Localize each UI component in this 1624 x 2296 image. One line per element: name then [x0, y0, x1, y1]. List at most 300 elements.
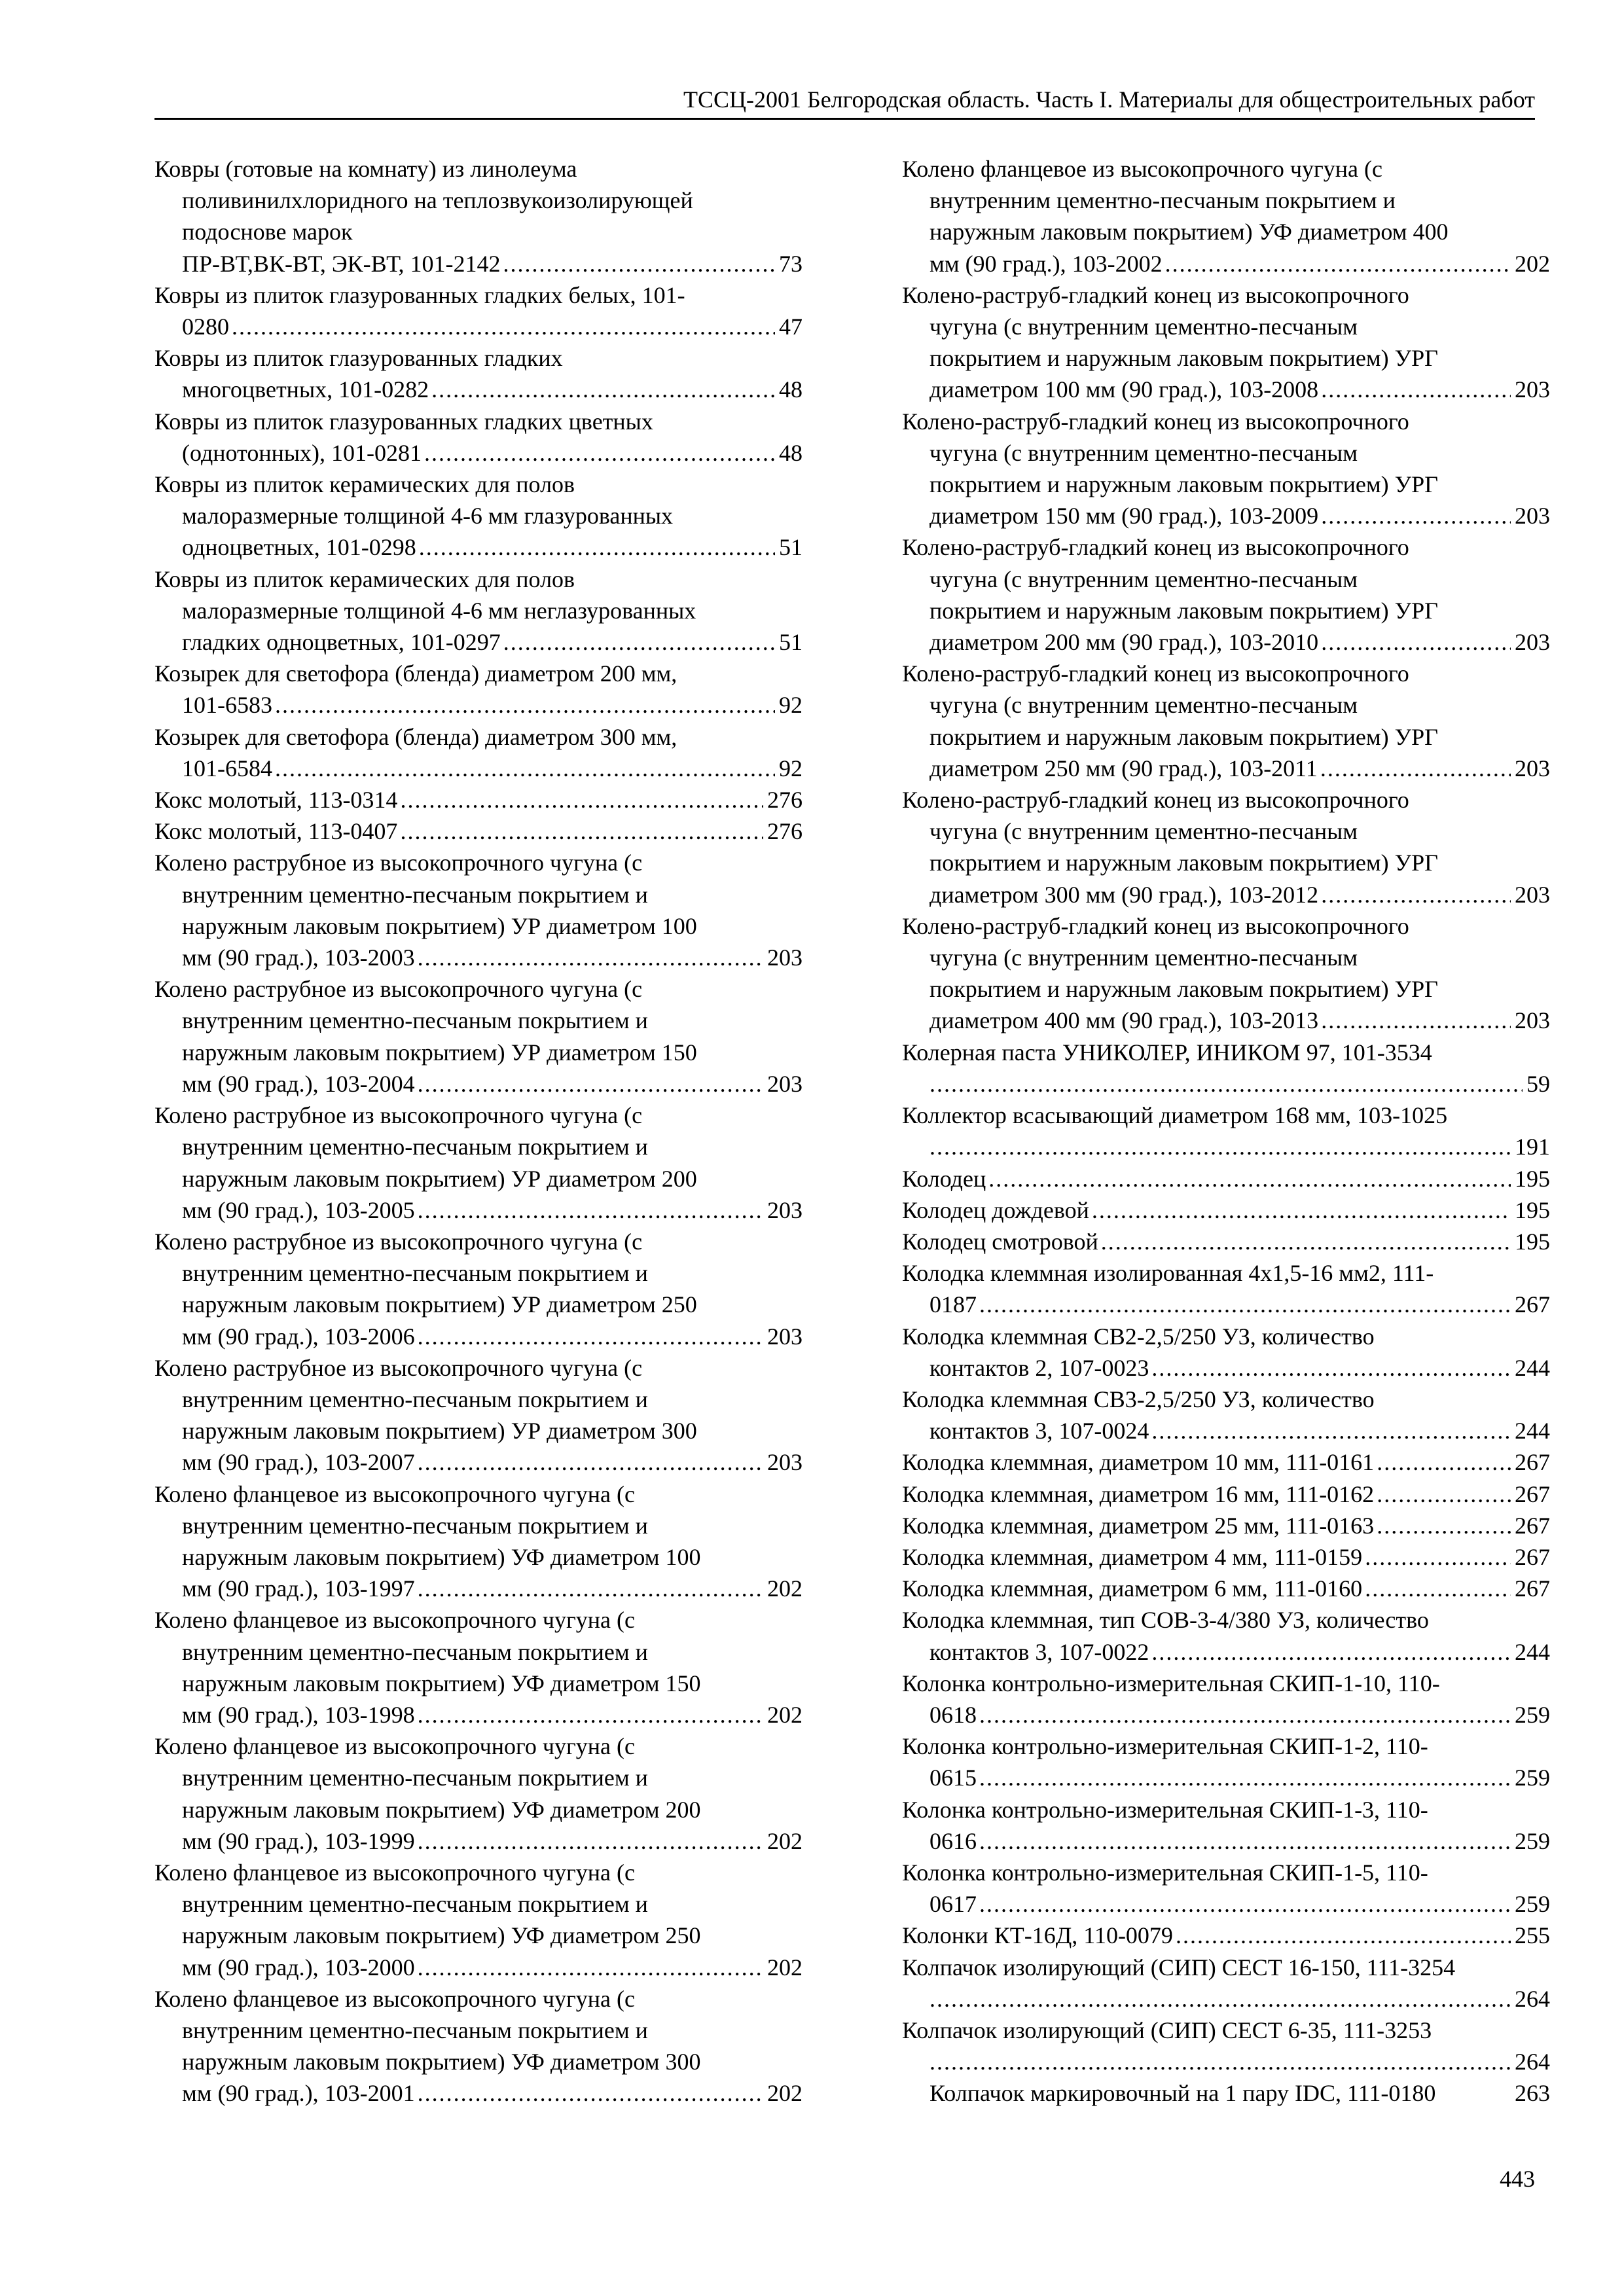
index-entry — [154, 1857, 803, 1983]
page-reference: 203 — [767, 1323, 803, 1350]
entry-last-line — [154, 248, 803, 279]
entry-text: мм (90 град.), 103-2003 — [182, 944, 415, 971]
entry-line: внутренним цементно-песчаным покрытием и — [182, 1765, 648, 1791]
entry-line: наружным лаковым покрытием) УР диаметром 200 — [182, 1165, 697, 1192]
entry-last-line — [154, 784, 803, 816]
dot-leader — [979, 1888, 1511, 1920]
dot-leader — [1321, 879, 1511, 910]
entry-line: чугуна (с внутренним цементно-песчаным — [929, 818, 1358, 845]
entry-text: гладких одноцветных, 101-0297 — [182, 629, 501, 656]
entry-line: наружным лаковым покрытием) УФ диаметром 300 — [182, 2049, 701, 2075]
index-entry — [902, 279, 1550, 406]
dot-leader — [400, 816, 763, 847]
index-entry — [154, 406, 803, 469]
entry-text: Колодка клеммная, диаметром 10 мм, 111-0161 — [902, 1449, 1375, 1476]
entry-text: 0187 — [929, 1291, 977, 1318]
dot-leader — [418, 1573, 763, 1604]
page-reference: 202 — [767, 1954, 803, 1981]
index-entry — [902, 1321, 1550, 1384]
index-entry — [154, 816, 803, 847]
page-reference: 263 — [1515, 2080, 1550, 2107]
entry-line: Козырек для светофора (бленда) диаметром 200 мм, — [154, 660, 677, 687]
dot-leader — [929, 1131, 1511, 1162]
entry-last-line — [154, 1825, 803, 1857]
entry-last-line — [902, 374, 1550, 405]
entry-line: Колонка контрольно-измерительная СКИП-1-10, 110- — [902, 1670, 1440, 1696]
index-entry — [902, 1668, 1550, 1731]
entry-line: внутренним цементно-песчаным покрытием и — [182, 2017, 648, 2043]
entry-line: Колено раструбное из высокопрочного чугуна (с — [154, 850, 643, 876]
entry-last-line — [154, 1446, 803, 1478]
page-reference: 195 — [1515, 1228, 1550, 1255]
index-entry — [902, 658, 1550, 784]
page-reference: 203 — [1515, 881, 1550, 908]
entry-last-line — [902, 1163, 1550, 1194]
entry-line: Колено раструбное из высокопрочного чугуна (с — [154, 1228, 643, 1255]
entry-last-line — [902, 1825, 1550, 1857]
entry-line: Колено-раструб-гладкий конец из высокопрочного — [902, 408, 1409, 435]
index-entry — [902, 406, 1550, 532]
entry-last-line — [902, 1888, 1550, 1920]
entry-line: Колонка контрольно-измерительная СКИП-1-2, 110- — [902, 1733, 1428, 1760]
dot-leader — [275, 689, 775, 721]
page-reference: 259 — [1515, 1827, 1550, 1854]
entry-line: подоснове марок — [182, 219, 353, 245]
dot-leader — [1165, 248, 1511, 279]
entry-last-line — [154, 1573, 803, 1604]
index-entry — [154, 1731, 803, 1857]
entry-text: Колодец дождевой — [902, 1196, 1089, 1223]
entry-last-line — [902, 1541, 1550, 1573]
entry-line: поливинилхлоридного на теплозвукоизолирующей — [182, 187, 693, 214]
entry-line: Колодка клеммная, тип СОВ-3-4/380 УЗ, количество — [902, 1607, 1429, 1634]
page-reference: 202 — [767, 1575, 803, 1602]
dot-leader — [1321, 626, 1511, 658]
index-entry — [154, 1983, 803, 2109]
entry-text: мм (90 град.), 103-2004 — [182, 1070, 415, 1097]
page-reference: 267 — [1515, 1543, 1550, 1570]
index-entry — [902, 1794, 1550, 1857]
page-reference: 51 — [779, 629, 803, 656]
entry-line: внутренним цементно-песчаным покрытием и — [182, 1638, 648, 1665]
index-entry — [154, 721, 803, 784]
dot-leader — [503, 626, 775, 658]
entry-line: Колено-раструб-гладкий конец из высокопрочного — [902, 534, 1409, 561]
entry-last-line — [154, 1068, 803, 1100]
page-reference: 202 — [1515, 250, 1550, 277]
page-reference: 259 — [1515, 1765, 1550, 1791]
dot-leader — [418, 1068, 763, 1100]
dot-leader — [1151, 1415, 1511, 1446]
dot-leader — [1176, 1920, 1511, 1951]
entry-last-line — [154, 1952, 803, 1983]
entry-text: диаметром 400 мм (90 град.), 103-2013 — [929, 1007, 1319, 1034]
entry-text: мм (90 град.), 103-2007 — [182, 1449, 415, 1476]
index-entry — [154, 658, 803, 721]
entry-last-line — [154, 374, 803, 405]
entry-line: наружным лаковым покрытием) УР диаметром 300 — [182, 1418, 697, 1444]
entry-last-line — [154, 1321, 803, 1352]
entry-line: малоразмерные толщиной 4-6 мм неглазурованных — [182, 597, 696, 624]
index-entry — [902, 1163, 1550, 1194]
dot-leader — [1377, 1479, 1511, 1510]
page-reference: 202 — [767, 2080, 803, 2107]
entry-last-line — [902, 1920, 1550, 1951]
entry-line: Колено-раструб-гладкий конец из высокопрочного — [902, 281, 1409, 308]
entry-last-line — [902, 2077, 1550, 2109]
index-entry — [154, 1352, 803, 1479]
entry-last-line — [154, 816, 803, 847]
dot-leader — [418, 1825, 763, 1857]
entry-line: покрытием и наружным лаковым покрытием) УРГ — [929, 597, 1438, 624]
entry-last-line — [902, 2046, 1550, 2077]
page-reference: 203 — [1515, 1007, 1550, 1034]
entry-line: внутренним цементно-песчаным покрытием и — [182, 1007, 648, 1034]
entry-text: мм (90 град.), 103-2005 — [182, 1196, 415, 1223]
page-reference: 203 — [1515, 503, 1550, 529]
entry-line: Ковры из плиток глазурованных гладких — [154, 345, 563, 372]
entry-text: ПР-ВТ,ВК-ВТ, ЭК-ВТ, 101-2142 — [182, 250, 501, 277]
dot-leader — [418, 1699, 763, 1731]
page-reference: 267 — [1515, 1512, 1550, 1539]
entry-line: внутренним цементно-песчаным покрытием и — [182, 1512, 648, 1539]
entry-last-line — [902, 1005, 1550, 1036]
index-entry — [902, 1573, 1550, 1604]
entry-last-line — [902, 1194, 1550, 1226]
entry-last-line — [154, 1699, 803, 1731]
entry-last-line — [902, 1762, 1550, 1793]
index-entry — [902, 784, 1550, 910]
entry-last-line — [902, 248, 1550, 279]
entry-last-line — [902, 1573, 1550, 1604]
entry-text: 0618 — [929, 1701, 977, 1728]
dot-leader — [988, 1163, 1511, 1194]
dot-leader — [979, 1699, 1511, 1731]
entry-text: многоцветных, 101-0282 — [182, 376, 429, 403]
dot-leader — [1365, 1541, 1511, 1573]
entry-line: покрытием и наружным лаковым покрытием) УРГ — [929, 850, 1438, 876]
page-reference: 259 — [1515, 1701, 1550, 1728]
entry-line: внутренним цементно-песчаным покрытием и — [182, 881, 648, 908]
entry-last-line — [154, 2077, 803, 2109]
dot-leader — [1321, 1005, 1511, 1036]
entry-text: мм (90 град.), 103-2001 — [182, 2080, 415, 2107]
page-reference: 267 — [1515, 1575, 1550, 1602]
entry-line: наружным лаковым покрытием) УФ диаметром 250 — [182, 1922, 701, 1949]
entry-last-line — [902, 1479, 1550, 1510]
entry-last-line — [902, 1510, 1550, 1541]
entry-line: наружным лаковым покрытием) УР диаметром 100 — [182, 912, 697, 939]
index-entry — [902, 1384, 1550, 1446]
entry-line: Колено фланцевое из высокопрочного чугуна (с — [154, 1607, 635, 1634]
dot-leader — [275, 753, 775, 784]
index-entry — [902, 1541, 1550, 1573]
page-reference: 203 — [1515, 376, 1550, 403]
entry-last-line — [154, 531, 803, 563]
entry-text: Колодка клеммная, диаметром 16 мм, 111-0162 — [902, 1480, 1375, 1507]
index-entry — [902, 910, 1550, 1037]
entry-text: 0616 — [929, 1827, 977, 1854]
entry-text: 0280 — [182, 314, 229, 340]
entry-line: внутренним цементно-песчаным покрытием и — [182, 1134, 648, 1160]
entry-last-line — [902, 1699, 1550, 1731]
entry-text: Колодец — [902, 1165, 986, 1192]
dot-leader — [929, 1983, 1511, 2015]
entry-text: 101-6583 — [182, 692, 272, 719]
entry-text: Кокс молотый, 113-0314 — [154, 787, 398, 814]
entry-line: наружным лаковым покрытием) УФ диаметром 200 — [182, 1796, 701, 1823]
dot-leader — [979, 1825, 1511, 1857]
entry-text: диаметром 300 мм (90 град.), 103-2012 — [929, 881, 1319, 908]
page-reference: 191 — [1515, 1134, 1550, 1160]
entry-text: 101-6584 — [182, 755, 272, 781]
index-entry — [902, 1100, 1550, 1162]
index-entry — [154, 973, 803, 1100]
index-column-right — [902, 153, 1550, 2109]
entry-line: внутренним цементно-песчаным покрытием и — [182, 1386, 648, 1412]
entry-line: покрытием и наружным лаковым покрытием) УРГ — [929, 471, 1438, 498]
entry-last-line — [154, 753, 803, 784]
entry-line: покрытием и наружным лаковым покрытием) УРГ — [929, 345, 1438, 372]
index-entry — [902, 1037, 1550, 1100]
entry-line: Колодка клеммная изолированная 4х1,5-16 мм2, 111- — [902, 1260, 1434, 1287]
entry-last-line — [154, 1194, 803, 1226]
header-title: ТССЦ-2001 Белгородская область. Часть I. Материалы для общестроительных работ — [683, 86, 1535, 113]
entry-line: Колено раструбное из высокопрочного чугуна (с — [154, 1102, 643, 1129]
entry-text: Колонки КТ-16Д, 110-0079 — [902, 1922, 1173, 1949]
entry-line: Колено-раструб-гладкий конец из высокопрочного — [902, 787, 1409, 814]
entry-last-line — [902, 500, 1550, 531]
entry-text: контактов 3, 107-0022 — [929, 1638, 1149, 1665]
dot-leader — [979, 1762, 1511, 1793]
entry-line: Колено фланцевое из высокопрочного чугуна (с — [902, 156, 1382, 182]
dot-leader — [418, 1446, 763, 1478]
entry-line: Колодка клеммная СВ2-2,5/250 УЗ, количество — [902, 1323, 1375, 1350]
page-reference: 267 — [1515, 1449, 1550, 1476]
dot-leader — [400, 784, 763, 816]
entry-text: контактов 2, 107-0023 — [929, 1354, 1149, 1381]
page-reference: 195 — [1515, 1196, 1550, 1223]
entry-line: покрытием и наружным лаковым покрытием) УРГ — [929, 976, 1438, 1003]
dot-leader — [1377, 1446, 1511, 1478]
entry-text: Колодка клеммная, диаметром 4 мм, 111-0159 — [902, 1543, 1363, 1570]
dot-leader — [1365, 1573, 1511, 1604]
page-reference: 244 — [1515, 1418, 1550, 1444]
index-entry — [902, 531, 1550, 658]
entry-text: (однотонных), 101-0281 — [182, 439, 422, 466]
index-entry — [154, 153, 803, 279]
entry-last-line — [902, 879, 1550, 910]
entry-line: Колено фланцевое из высокопрочного чугуна (с — [154, 1859, 635, 1886]
entry-line: покрытием и наружным лаковым покрытием) УРГ — [929, 723, 1438, 750]
page-reference: 51 — [779, 534, 803, 561]
index-entry — [154, 564, 803, 658]
entry-text: мм (90 град.), 103-2000 — [182, 1954, 415, 1981]
page-reference: 47 — [779, 314, 803, 340]
entry-last-line — [902, 1415, 1550, 1446]
page-reference: 59 — [1526, 1070, 1550, 1097]
page-reference: 48 — [779, 376, 803, 403]
index-entry — [902, 1731, 1550, 1793]
entry-line: чугуна (с внутренним цементно-песчаным — [929, 565, 1358, 592]
dot-leader — [419, 531, 775, 563]
index-entry — [902, 1479, 1550, 1510]
index-entry — [154, 342, 803, 405]
index-entry — [154, 784, 803, 816]
entry-text: мм (90 град.), 103-1999 — [182, 1827, 415, 1854]
entry-last-line — [902, 1352, 1550, 1384]
dot-leader — [418, 1321, 763, 1352]
entry-last-line — [902, 1289, 1550, 1320]
page-reference: 203 — [767, 1196, 803, 1223]
entry-line: Колено-раструб-гладкий конец из высокопрочного — [902, 660, 1409, 687]
page-reference: 202 — [767, 1701, 803, 1728]
page-reference: 264 — [1515, 2049, 1550, 2075]
entry-line: чугуна (с внутренним цементно-песчаным — [929, 439, 1358, 466]
entry-text: диаметром 200 мм (90 град.), 103-2010 — [929, 629, 1319, 656]
entry-last-line — [902, 1226, 1550, 1257]
index-column-left — [154, 153, 803, 2109]
entry-line: Колодка клеммная СВ3-2,5/250 УЗ, количество — [902, 1386, 1375, 1412]
page-reference: 73 — [779, 250, 803, 277]
entry-line: Колпачок изолирующий (СИП) СЕСТ 6-35, 111-3253 — [902, 2017, 1432, 2043]
entry-line: Ковры из плиток глазурованных гладких белых, 101- — [154, 281, 685, 308]
index-entry — [154, 1100, 803, 1226]
page-reference: 276 — [767, 787, 803, 814]
entry-line: малоразмерные толщиной 4-6 мм глазурованных — [182, 503, 674, 529]
entry-text: Кокс молотый, 113-0407 — [154, 818, 398, 845]
dot-leader — [431, 374, 775, 405]
dot-leader — [1092, 1194, 1511, 1226]
page-reference: 203 — [1515, 755, 1550, 781]
entry-text: 0615 — [929, 1765, 977, 1791]
entry-line: внутренним цементно-песчаным покрытием и — [929, 187, 1396, 214]
dot-leader — [424, 437, 775, 469]
entry-line: Козырек для светофора (бленда) диаметром 300 мм, — [154, 723, 677, 750]
page-reference: 276 — [767, 818, 803, 845]
index-entry — [154, 1226, 803, 1352]
dot-leader — [929, 2046, 1511, 2077]
page-reference: 92 — [779, 692, 803, 719]
index-entry — [902, 1257, 1550, 1320]
entry-line: Колерная паста УНИКОЛЕР, ИНИКОМ 97, 101-3534 — [902, 1039, 1432, 1066]
dot-leader — [979, 1289, 1511, 1320]
entry-line: чугуна (с внутренним цементно-песчаным — [929, 692, 1358, 719]
entry-last-line — [902, 1636, 1550, 1668]
entry-line: наружным лаковым покрытием) УР диаметром 150 — [182, 1039, 697, 1066]
entry-line: Колено раструбное из высокопрочного чугуна (с — [154, 976, 643, 1003]
entry-line: чугуна (с внутренним цементно-песчаным — [929, 944, 1358, 971]
entry-text: мм (90 град.), 103-2006 — [182, 1323, 415, 1350]
index-entry — [902, 1510, 1550, 1541]
dot-leader — [1101, 1226, 1511, 1257]
page-reference: 255 — [1515, 1922, 1550, 1949]
running-header — [154, 84, 1535, 120]
entry-text: диаметром 100 мм (90 град.), 103-2008 — [929, 376, 1319, 403]
entry-line: Колено фланцевое из высокопрочного чугуна (с — [154, 1985, 635, 2012]
entry-line: наружным лаковым покрытием) УФ диаметром 150 — [182, 1670, 701, 1696]
dot-leader — [232, 311, 775, 342]
entry-line: Колено фланцевое из высокопрочного чугуна (с — [154, 1480, 635, 1507]
index-entry — [902, 1952, 1550, 2015]
index-entry — [902, 153, 1550, 279]
index-entry — [154, 469, 803, 564]
entry-last-line — [902, 1446, 1550, 1478]
entry-line: внутренним цементно-песчаным покрытием и — [182, 1260, 648, 1287]
entry-last-line — [154, 942, 803, 973]
index-entry — [154, 1604, 803, 1731]
page-number: 443 — [1500, 2166, 1535, 2192]
page-reference: 202 — [767, 1827, 803, 1854]
index-entry — [902, 1604, 1550, 1667]
entry-line: Колпачок изолирующий (СИП) СЕСТ 16-150, 111-3254 — [902, 1954, 1456, 1981]
page-reference: 195 — [1515, 1165, 1550, 1192]
entry-last-line — [154, 626, 803, 658]
entry-line: Колпачок маркировочный на 1 пару IDC, 111-0180 — [929, 2080, 1436, 2107]
entry-last-line — [902, 1131, 1550, 1162]
entry-last-line — [154, 437, 803, 469]
page-reference: 267 — [1515, 1480, 1550, 1507]
index-entry — [154, 1479, 803, 1605]
entry-text: Колодец смотровой — [902, 1228, 1098, 1255]
entry-line: наружным лаковым покрытием) УФ диаметром 100 — [182, 1543, 701, 1570]
entry-text: мм (90 град.), 103-2002 — [929, 250, 1163, 277]
page-reference: 259 — [1515, 1891, 1550, 1918]
entry-line: Коллектор всасывающий диаметром 168 мм, 103-1025 — [902, 1102, 1448, 1129]
entry-text: диаметром 150 мм (90 град.), 103-2009 — [929, 503, 1319, 529]
page-reference: 203 — [767, 1070, 803, 1097]
dot-leader — [418, 1952, 763, 1983]
entry-text: Колодка клеммная, диаметром 25 мм, 111-0163 — [902, 1512, 1375, 1539]
entry-text: мм (90 град.), 103-1997 — [182, 1575, 415, 1602]
entry-last-line — [902, 626, 1550, 658]
entry-text: мм (90 град.), 103-1998 — [182, 1701, 415, 1728]
index-entry — [902, 1226, 1550, 1257]
entry-line: внутренним цементно-песчаным покрытием и — [182, 1891, 648, 1918]
entry-line: Ковры (готовые на комнату) из линолеума — [154, 156, 577, 182]
entry-last-line — [902, 1983, 1550, 2015]
dot-leader — [1321, 500, 1511, 531]
entry-line: Колено-раструб-гладкий конец из высокопрочного — [902, 912, 1409, 939]
dot-leader — [1151, 1636, 1511, 1668]
dot-leader — [929, 1068, 1523, 1100]
entry-line: наружным лаковым покрытием) УР диаметром 250 — [182, 1291, 697, 1318]
dot-leader — [1377, 1510, 1511, 1541]
entry-line: Колено раструбное из высокопрочного чугуна (с — [154, 1354, 643, 1381]
entry-line: Колонка контрольно-измерительная СКИП-1-3, 110- — [902, 1796, 1428, 1823]
index-entry — [902, 1446, 1550, 1478]
entry-text: 0617 — [929, 1891, 977, 1918]
page-reference: 92 — [779, 755, 803, 781]
entry-last-line — [154, 311, 803, 342]
entry-last-line — [902, 753, 1550, 784]
dot-leader — [418, 2077, 763, 2109]
entry-line: Колено фланцевое из высокопрочного чугуна (с — [154, 1733, 635, 1760]
entry-line: Колонка контрольно-измерительная СКИП-1-5, 110- — [902, 1859, 1428, 1886]
entry-line: Ковры из плиток керамических для полов — [154, 471, 575, 498]
index-entry — [154, 847, 803, 973]
dot-leader — [503, 248, 775, 279]
page-reference: 48 — [779, 439, 803, 466]
entry-text: контактов 3, 107-0024 — [929, 1418, 1149, 1444]
dot-leader — [418, 942, 763, 973]
page-reference: 244 — [1515, 1354, 1550, 1381]
entry-line: Ковры из плиток керамических для полов — [154, 565, 575, 592]
index-entry — [902, 1920, 1550, 1951]
entry-line: наружным лаковым покрытием) УФ диаметром 400 — [929, 219, 1449, 245]
index-entry — [902, 2015, 1550, 2077]
entry-text: одноцветных, 101-0298 — [182, 534, 416, 561]
